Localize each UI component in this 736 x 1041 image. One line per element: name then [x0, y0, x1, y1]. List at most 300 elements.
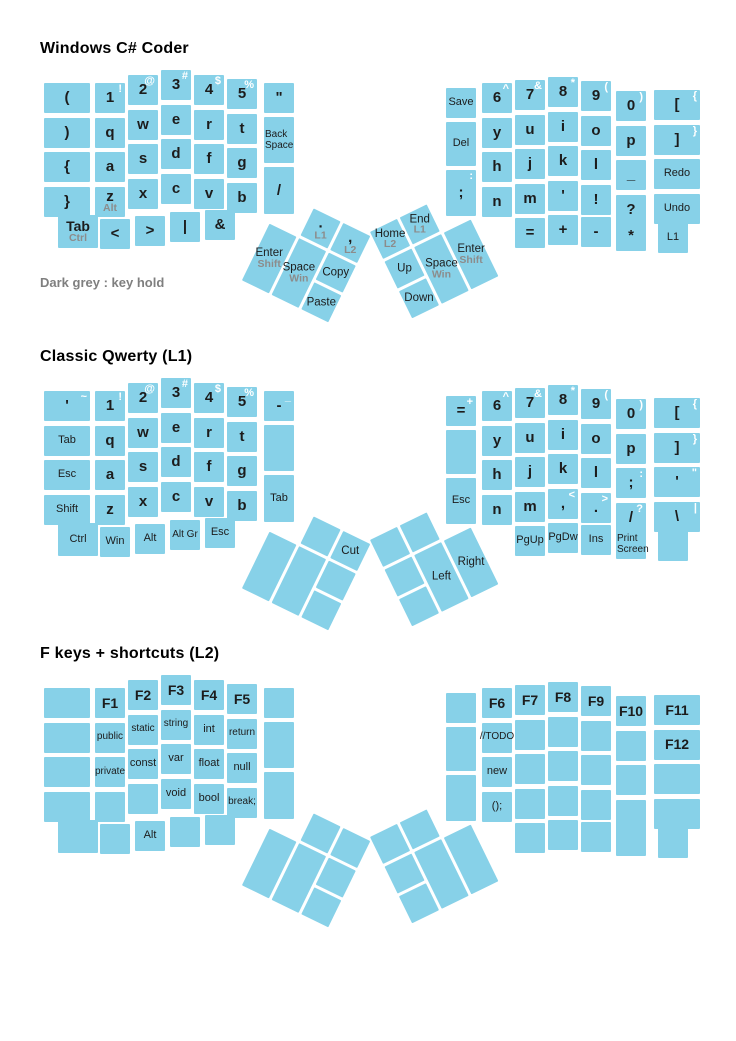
key-label: l	[593, 156, 599, 174]
legend-note: Dark grey : key hold	[40, 275, 165, 290]
key-hold-label: Ctrl	[68, 231, 88, 244]
key-b	[227, 491, 257, 521]
key-alt	[135, 524, 165, 554]
key-public	[95, 723, 125, 753]
key-3	[161, 70, 191, 100]
key-blank	[44, 688, 90, 718]
key-shift-label: *	[570, 385, 575, 397]
key-shift-label: }	[692, 124, 697, 137]
key-label: -	[276, 397, 282, 415]
key-label: t	[239, 119, 245, 137]
key-label: z	[106, 187, 114, 205]
key-i	[548, 112, 578, 142]
key-a	[95, 460, 125, 490]
key-f5	[227, 684, 257, 714]
key-label: return	[228, 727, 256, 739]
key-blank	[170, 817, 200, 847]
key-label: float	[198, 757, 220, 770]
key-shift-label: &	[534, 80, 542, 92]
key-label: x	[138, 492, 148, 510]
key-label: q	[105, 431, 115, 449]
key-back-space	[264, 117, 294, 163]
key-f3	[161, 675, 191, 705]
key-label: Right	[457, 556, 485, 569]
key-alt-gr	[170, 520, 200, 550]
key-label: <	[110, 225, 120, 243]
key-shift-label: >	[601, 492, 608, 505]
key-a	[95, 152, 125, 182]
key-label: private	[95, 765, 126, 777]
key-blank	[100, 824, 130, 854]
key-ins	[581, 525, 611, 555]
key-label: v	[204, 184, 214, 202]
key-hold-label: L2	[383, 237, 397, 250]
key-shift-label: :	[469, 170, 473, 182]
key-label: t	[239, 427, 245, 445]
key-o	[581, 424, 611, 454]
key-label: 0	[626, 405, 636, 423]
key-shift-label: ^	[502, 391, 509, 403]
key-w	[128, 110, 158, 140]
key-shift-label: )	[639, 91, 643, 103]
key-label: Save	[448, 96, 474, 109]
key-blank	[581, 755, 611, 785]
key-symbol	[205, 210, 235, 240]
key-label: Space	[425, 257, 458, 270]
key-shift-label: *	[570, 77, 575, 89]
key-t	[227, 114, 257, 144]
layer-title-l2: F keys + shortcuts (L2)	[40, 645, 220, 662]
key-label: 1	[105, 397, 115, 415]
key-d	[161, 447, 191, 477]
key-b	[227, 183, 257, 213]
key-blank	[654, 799, 700, 829]
key-c	[161, 482, 191, 512]
key-shift-label: &	[534, 388, 542, 400]
key-shift-label: ?	[636, 502, 643, 515]
key-4	[194, 383, 224, 413]
key-label: k	[558, 460, 568, 478]
key-blank	[44, 792, 90, 822]
key-8	[548, 385, 578, 415]
key-x	[128, 487, 158, 517]
key-label: 2	[138, 389, 148, 407]
key-shift-label: "	[691, 467, 697, 479]
key-k	[548, 146, 578, 176]
key-label: 7	[525, 86, 535, 104]
key-symbol	[654, 125, 700, 155]
key-blank	[548, 820, 578, 850]
key-f6	[482, 688, 512, 718]
key-blank	[548, 751, 578, 781]
key-label: 3	[171, 76, 181, 94]
key-alt	[135, 821, 165, 851]
key-hold-label: Alt	[103, 202, 117, 215]
key-symbol	[654, 398, 700, 428]
key-label: Ctrl	[69, 532, 87, 545]
key-blank	[616, 731, 646, 761]
key-6	[482, 83, 512, 113]
key-g	[227, 456, 257, 486]
key-symbol	[616, 468, 646, 498]
key-blank	[58, 820, 98, 853]
key-n	[482, 187, 512, 217]
key-7	[515, 388, 545, 418]
key-label: 8	[558, 391, 568, 409]
key-label: ]	[674, 130, 680, 148]
key-label: q	[105, 123, 115, 141]
key-blank	[581, 721, 611, 751]
key-symbol	[100, 219, 130, 249]
key-label: 7	[525, 394, 535, 412]
key-label: r	[206, 423, 212, 441]
key-shift-label: (	[604, 389, 608, 401]
key-symbol	[616, 195, 646, 225]
key-label: Tab	[66, 218, 90, 235]
key-l	[581, 458, 611, 488]
key-var	[161, 744, 191, 774]
key-label: break;	[228, 796, 256, 808]
key-9	[581, 389, 611, 419]
key-e	[161, 413, 191, 443]
key-symbol	[264, 391, 294, 421]
key-l1	[658, 223, 688, 253]
key-8	[548, 77, 578, 107]
key-label: c	[171, 487, 181, 505]
key-label: ?	[626, 200, 636, 218]
key-label: '	[561, 186, 565, 204]
key-label: d	[171, 453, 181, 471]
key-z	[95, 495, 125, 525]
key-label: Del	[452, 137, 470, 150]
key-todo	[479, 723, 515, 753]
key-hold-label: Shift	[459, 253, 483, 266]
key-win	[100, 527, 130, 557]
key-v	[194, 179, 224, 209]
key-label: F8	[554, 688, 572, 705]
key-blank	[616, 765, 646, 795]
key-label: l	[593, 464, 599, 482]
key-redo	[654, 159, 700, 189]
key-label: b	[237, 188, 247, 206]
key-int	[194, 715, 224, 745]
key-label: -	[593, 223, 599, 241]
key-symbol	[44, 83, 90, 113]
key-f10	[616, 696, 646, 726]
key-2	[128, 383, 158, 413]
key-symbol	[515, 218, 545, 248]
key-g	[227, 148, 257, 178]
key-label: bool	[198, 791, 220, 804]
key-f9	[581, 686, 611, 716]
key-o	[581, 116, 611, 146]
key-label: L1	[666, 231, 680, 244]
key-blank	[44, 723, 90, 753]
key-0	[616, 91, 646, 121]
key-label: var	[168, 752, 184, 765]
key-symbol	[44, 118, 90, 148]
key-5	[227, 387, 257, 417]
key-label: F5	[233, 690, 251, 707]
key-symbol	[581, 217, 611, 247]
key-shift-label: ^	[502, 83, 509, 95]
key-e	[161, 105, 191, 135]
key-label: 9	[591, 87, 601, 105]
key-symbol	[548, 181, 578, 211]
key-blank	[658, 531, 688, 561]
key-label: 5	[237, 85, 247, 103]
key-symbol	[654, 90, 700, 120]
key-label: const	[129, 757, 157, 770]
key-label: 3	[171, 384, 181, 402]
key-label: p	[626, 131, 636, 149]
key-label: w	[137, 115, 149, 133]
key-label: '	[675, 473, 679, 491]
key-symbol	[482, 792, 512, 822]
key-label: }	[64, 192, 70, 210]
key-q	[95, 118, 125, 148]
key-label: F10	[618, 702, 644, 719]
key-3	[161, 378, 191, 408]
key-label: w	[137, 423, 149, 441]
key-label: a	[105, 466, 115, 484]
key-label: o	[591, 429, 601, 447]
key-float	[194, 749, 224, 779]
key-label: Back Space	[265, 129, 294, 151]
key-f12	[654, 730, 700, 760]
key-label: /	[628, 508, 634, 526]
key-label: y	[492, 431, 502, 449]
key-blank	[616, 826, 646, 856]
key-label: (	[64, 89, 70, 107]
key-shift-label: +	[466, 396, 473, 408]
key-label: Tab	[270, 491, 288, 504]
key-label: 1	[105, 89, 115, 107]
key-esc	[205, 518, 235, 548]
key-blank	[128, 784, 158, 814]
key-label: ;	[458, 184, 464, 202]
key-label: '	[65, 397, 69, 415]
key-shift-label: <	[568, 488, 575, 501]
key-label: F1	[101, 694, 119, 711]
key-blank	[548, 786, 578, 816]
key-label: Shift	[55, 502, 78, 515]
key-hold-label: L1	[314, 229, 327, 242]
key-hold-label: Win	[289, 272, 309, 285]
key-label: Home	[374, 227, 406, 240]
key-symbol	[616, 503, 646, 533]
key-blank	[654, 764, 700, 794]
key-symbol	[170, 212, 200, 242]
key-hold-label: L2	[344, 243, 357, 256]
key-shift-label: |	[693, 501, 697, 514]
key-void	[161, 779, 191, 809]
key-h	[482, 152, 512, 182]
key-null	[227, 753, 257, 783]
key-m	[515, 492, 545, 522]
key-shift-label: (	[604, 81, 608, 93]
key-shift-label: #	[181, 70, 188, 82]
key-w	[128, 418, 158, 448]
key-u	[515, 115, 545, 145]
key-label: i	[560, 425, 566, 443]
key-shift	[44, 495, 90, 525]
key-symbol	[654, 467, 700, 497]
key-blank	[658, 828, 688, 858]
key-9	[581, 81, 611, 111]
key-label: ]	[674, 438, 680, 456]
key-label: Down	[404, 292, 434, 305]
key-blank	[616, 800, 646, 830]
key-label: o	[591, 121, 601, 139]
key-hold-label: Win	[431, 267, 451, 280]
key-label: Win	[105, 535, 125, 548]
key-p	[616, 126, 646, 156]
key-blank	[301, 590, 341, 630]
key-f	[194, 452, 224, 482]
key-shift-label: !	[118, 391, 122, 403]
key-label: c	[171, 179, 181, 197]
key-return	[227, 719, 257, 749]
key-j	[515, 457, 545, 487]
key-symbol	[654, 502, 700, 532]
key-label: |	[182, 218, 188, 236]
key-f11	[654, 695, 700, 725]
key-symbol	[548, 215, 578, 245]
key-ctrl	[58, 523, 98, 556]
key-label: z	[106, 500, 114, 518]
key-blank	[446, 727, 476, 771]
key-label: .	[593, 498, 599, 516]
key-label: Esc	[451, 494, 471, 507]
key-u	[515, 423, 545, 453]
key-k	[548, 454, 578, 484]
key-label: new	[486, 765, 508, 778]
key-label: ,	[560, 494, 566, 512]
key-1	[95, 83, 125, 113]
key-shift-label: $	[214, 383, 221, 395]
key-label: null	[233, 761, 251, 774]
key-blank	[264, 772, 294, 819]
key-t	[227, 422, 257, 452]
key-label: s	[138, 458, 148, 476]
key-label: Alt	[143, 532, 157, 545]
key-pgup	[515, 526, 545, 556]
key-label: Space	[282, 261, 316, 274]
layer-title-base: Windows C# Coder	[40, 40, 189, 57]
key-shift-label: :	[639, 468, 643, 480]
key-label: =	[525, 224, 535, 242]
key-label: ,	[348, 229, 353, 247]
key-label: u	[525, 120, 535, 138]
key-label: F12	[664, 736, 690, 753]
key-label: Left	[431, 570, 452, 583]
key-label: j	[527, 155, 533, 173]
key-label: Copy	[322, 266, 350, 279]
key-label: public	[96, 731, 124, 743]
key-label: F11	[665, 701, 689, 718]
key-f	[194, 144, 224, 174]
layer-title-l1: Classic Qwerty (L1)	[40, 348, 193, 365]
key-blank	[548, 717, 578, 747]
key-shift-label: _	[284, 391, 291, 403]
key-const	[128, 749, 158, 779]
key-label: static	[131, 723, 155, 735]
key-blank	[301, 887, 341, 927]
key-f8	[548, 682, 578, 712]
key-symbol	[446, 396, 476, 426]
key-c	[161, 174, 191, 204]
key-label: F6	[488, 694, 506, 711]
key-label: m	[523, 189, 537, 207]
key-f2	[128, 680, 158, 710]
key-symbol	[264, 83, 294, 113]
key-blank	[264, 722, 294, 768]
key-label: y	[492, 123, 502, 141]
key-blank	[95, 792, 125, 822]
key-blank	[446, 775, 476, 821]
key-blank	[515, 789, 545, 819]
key-label: g	[237, 462, 247, 480]
key-shift-label: ~	[80, 391, 87, 403]
key-0	[616, 399, 646, 429]
key-label: +	[558, 221, 568, 239]
key-label: Paste	[306, 296, 336, 309]
key-label: /	[276, 181, 282, 199]
key-label: F9	[587, 692, 605, 709]
key-blank	[581, 822, 611, 852]
key-tab	[44, 426, 90, 456]
key-blank	[515, 823, 545, 853]
key-shift-label: }	[692, 432, 697, 445]
key-n	[482, 495, 512, 525]
key-y	[482, 118, 512, 148]
key-static	[128, 715, 158, 745]
key-r	[194, 110, 224, 140]
key-symbol	[135, 216, 165, 246]
key-label: F2	[134, 686, 152, 703]
key-label: Tab	[58, 433, 76, 446]
key-label: //TODO	[479, 731, 515, 743]
key-label: Redo	[663, 167, 691, 180]
key-label: {	[64, 158, 70, 176]
key-label: Esc	[210, 526, 230, 539]
key-symbol	[581, 185, 611, 215]
key-r	[194, 418, 224, 448]
key-label: 9	[591, 395, 601, 413]
key-h	[482, 460, 512, 490]
key-label: F7	[521, 691, 539, 708]
key-blank	[446, 693, 476, 723]
key-label: h	[492, 466, 502, 484]
key-pgdw	[548, 523, 578, 553]
key-label: r	[206, 115, 212, 133]
key-label: =	[456, 402, 466, 420]
key-save	[446, 88, 476, 118]
key-label: End	[409, 213, 430, 226]
key-del	[446, 122, 476, 166]
key-6	[482, 391, 512, 421]
key-label: i	[560, 117, 566, 135]
key-tab	[264, 475, 294, 522]
key-print-screen	[616, 529, 649, 559]
key-shift-label: %	[244, 79, 254, 91]
key-break	[227, 788, 257, 818]
key-label: 6	[492, 397, 502, 415]
key-label: e	[171, 110, 181, 128]
key-symbol	[264, 167, 294, 214]
key-label: b	[237, 496, 247, 514]
